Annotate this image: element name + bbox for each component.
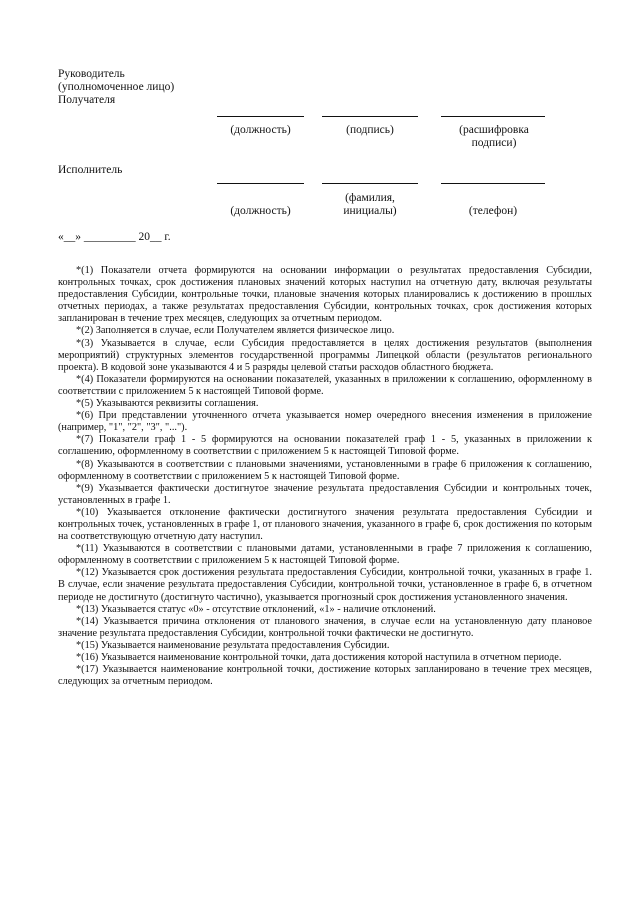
footnote: *(10) Указывается отклонение фактически достигнутого значения результата предоставления Субсидии и контрольных точек, установленных в графе 1, от планового значения, указанного в графе 6, срок достижения по которым на соответствующую отчетную дату наступил. xyxy=(58,506,592,543)
footnote: *(16) Указывается наименование контрольной точки, дата достижения которой наступила в отчетном периоде. xyxy=(76,652,562,663)
footnote: *(12) Указывается срок достижения результата предоставления Субсидии, контрольной точки, указанных в графе 1. В случае, если значение результата предоставления Субсидии, контрольной точки, установленное в графе 6, в отчетном периоде не достигнуто (достигнуто частично), указывается прогнозный срок достижения установленного значения. xyxy=(58,567,592,603)
head-name-caption: (расшифровка подписи) xyxy=(459,124,529,149)
footnote: *(17) Указывается наименование контрольной точки, достижение которых запланировано в течение трех месяцев, следующих за отчетным периодом. xyxy=(58,664,592,688)
footnote: *(2) Заполняется в случае, если Получателем является физическое лицо. xyxy=(76,325,395,337)
head-signature-line xyxy=(322,116,418,117)
executor-phone-caption: (телефон) xyxy=(468,205,518,217)
head-signature-label xyxy=(58,68,174,107)
footnote: *(6) При представлении уточненного отчета указывается номер очередного внесения изменения в приложение (например, "1", "2", "3", "..."). xyxy=(58,410,592,434)
head-position-caption: (должность) xyxy=(230,124,291,136)
footnote: *(14) Указывается причина отклонения от планового значения, в случае если на установленную дату плановое значение результата предоставления Субсидии, контрольной точки фактически не достигнуто. xyxy=(58,615,592,639)
executor-position-caption: (должность) xyxy=(230,205,291,217)
footnote: *(15) Указывается наименование результата предоставления Субсидии. xyxy=(76,639,390,651)
head-label-line: Получателя xyxy=(58,94,116,106)
executor-label: Исполнитель xyxy=(58,164,123,176)
executor-name-caption: (фамилия, инициалы) xyxy=(343,192,397,217)
date-line: «__» _________ 20__ г. xyxy=(58,231,171,243)
footnote: *(1) Показатели отчета формируются на основании информации о результатах предоставления Субсидии, контрольных точках, срок достижения плановых значений которых наступил на отчетную дату, включая результаты предоставления Субсидии, контрольные точки, плановые значения которых планировались к достижению в прошлых отчетных периодах, а также результатах предоставления Субсидии, контрольных точках, срок достижения которых запланирован в течение трех месяцев, следующих за отчетным периодом. xyxy=(58,265,592,325)
head-signature-caption: (подпись) xyxy=(346,124,394,136)
head-label-line: (уполномоченное лицо) xyxy=(58,81,175,93)
footnote: *(9) Указывается фактически достигнутое значение результата предоставления Субсидии и контрольных точек, установленных в графе 1. xyxy=(58,482,592,506)
head-position-line xyxy=(217,116,304,117)
footnote: *(5) Указываются реквизиты соглашения. xyxy=(76,398,259,410)
footnote: *(11) Указываются в соответствии с плановыми датами, установленными в графе 7 приложения к соглашению, оформленному в соответствии с приложением 5 к настоящей Типовой форме. xyxy=(58,543,592,567)
executor-name-line xyxy=(322,183,418,184)
footnote: *(13) Указывается статус «0» - отсутствие отклонений, «1» - наличие отклонений. xyxy=(76,603,436,615)
head-label-line: Руководитель xyxy=(58,68,125,80)
head-name-line xyxy=(441,116,545,117)
executor-position-line xyxy=(217,183,304,184)
footnote: *(3) Указывается в случае, если Субсидия предоставляется в целях достижения результатов (выполнения мероприятий) структурных элементов государственной программы Липецкой области (результатов регионального проекта). В кодовой зоне указываются 4 и 5 разряды целевой статьи расходов областного бюджета. xyxy=(58,337,592,373)
executor-phone-line xyxy=(441,183,545,184)
footnotes xyxy=(58,265,592,688)
footnote: *(7) Показатели граф 1 - 5 формируются на основании показателей граф 1 - 5, указанных в приложении к соглашению, оформленному в соответствии с приложением 5 к настоящей Типовой форме. xyxy=(58,434,592,458)
footnote: *(8) Указываются в соответствии с плановыми значениями, установленными в графе 6 приложения к соглашению, оформленному в соответствии с приложением 5 к настоящей Типовой форме. xyxy=(58,458,592,482)
footnote: *(4) Показатели формируются на основании показателей, указанных в приложении к соглашению, оформленному в соответствии с приложением 5 к настоящей Типовой форме. xyxy=(58,373,592,397)
